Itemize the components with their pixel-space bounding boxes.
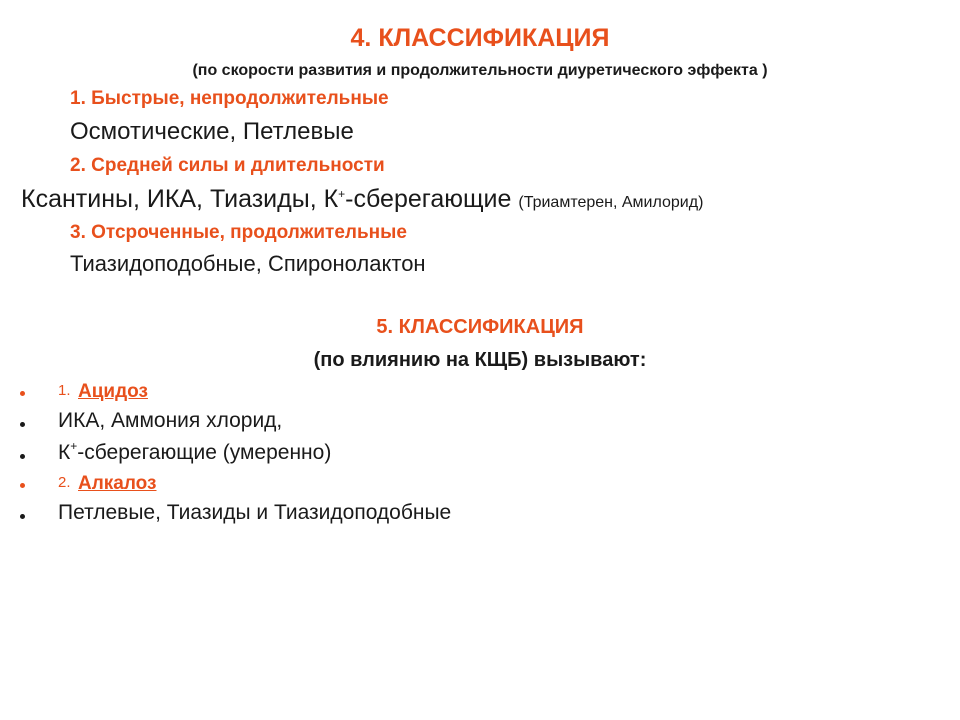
alkalosis-label: Алкалоз [78,473,157,494]
section5-subheading [0,349,960,372]
bullet-dot-icon [20,514,25,519]
potassium-plus-superscript: + [338,187,346,201]
ika-text: ИКА, Аммония хлорид, [58,409,283,432]
section4-subheading: (по скорости развития и продолжительности диуретического эффекта ) [192,62,768,79]
k-sparing-text [58,441,331,465]
group1-items: Осмотические, Петлевые [70,118,354,145]
group2-title: 2. Средней силы и длительности [70,155,385,176]
alkalosis-number: 2. [58,474,71,491]
bullet-dot-icon [20,422,25,427]
k-letter: К [58,441,71,464]
group3-title: 3. Отсроченные, продолжительные [70,222,407,243]
bullet-dot-icon [20,454,25,459]
bullet-dot-icon [20,391,25,396]
k-sparing-tail: -сберегающие (умеренно) [77,441,332,464]
acidosis-number: 1. [58,382,71,399]
loop-text: Петлевые, Тиазиды и Тиазидоподобные [58,501,452,524]
potassium-plus-superscript: + [70,439,78,453]
group2-items-tail: -сберегающие [345,185,512,213]
bullet-dot-icon [20,483,25,488]
group2-items-note: (Триамтерен, Амилорид) [518,194,704,211]
group3-items: Тиазидоподобные, Спиронолактон [70,251,426,276]
group2-items-main: Ксантины, ИКА, Тиазиды, К [21,185,339,213]
group2-items [21,185,703,214]
group1-title: 1. Быстрые, непродолжительные [70,88,389,109]
section5-subheading-text: (по влиянию на КЩБ) вызывают [313,349,640,371]
section5-heading: 5. КЛАССИФИКАЦИЯ [376,316,584,338]
acidosis-label: Ацидоз [78,381,148,402]
section5-subheading-colon: : [639,349,647,371]
section4-heading: 4. КЛАССИФИКАЦИЯ [350,24,610,52]
